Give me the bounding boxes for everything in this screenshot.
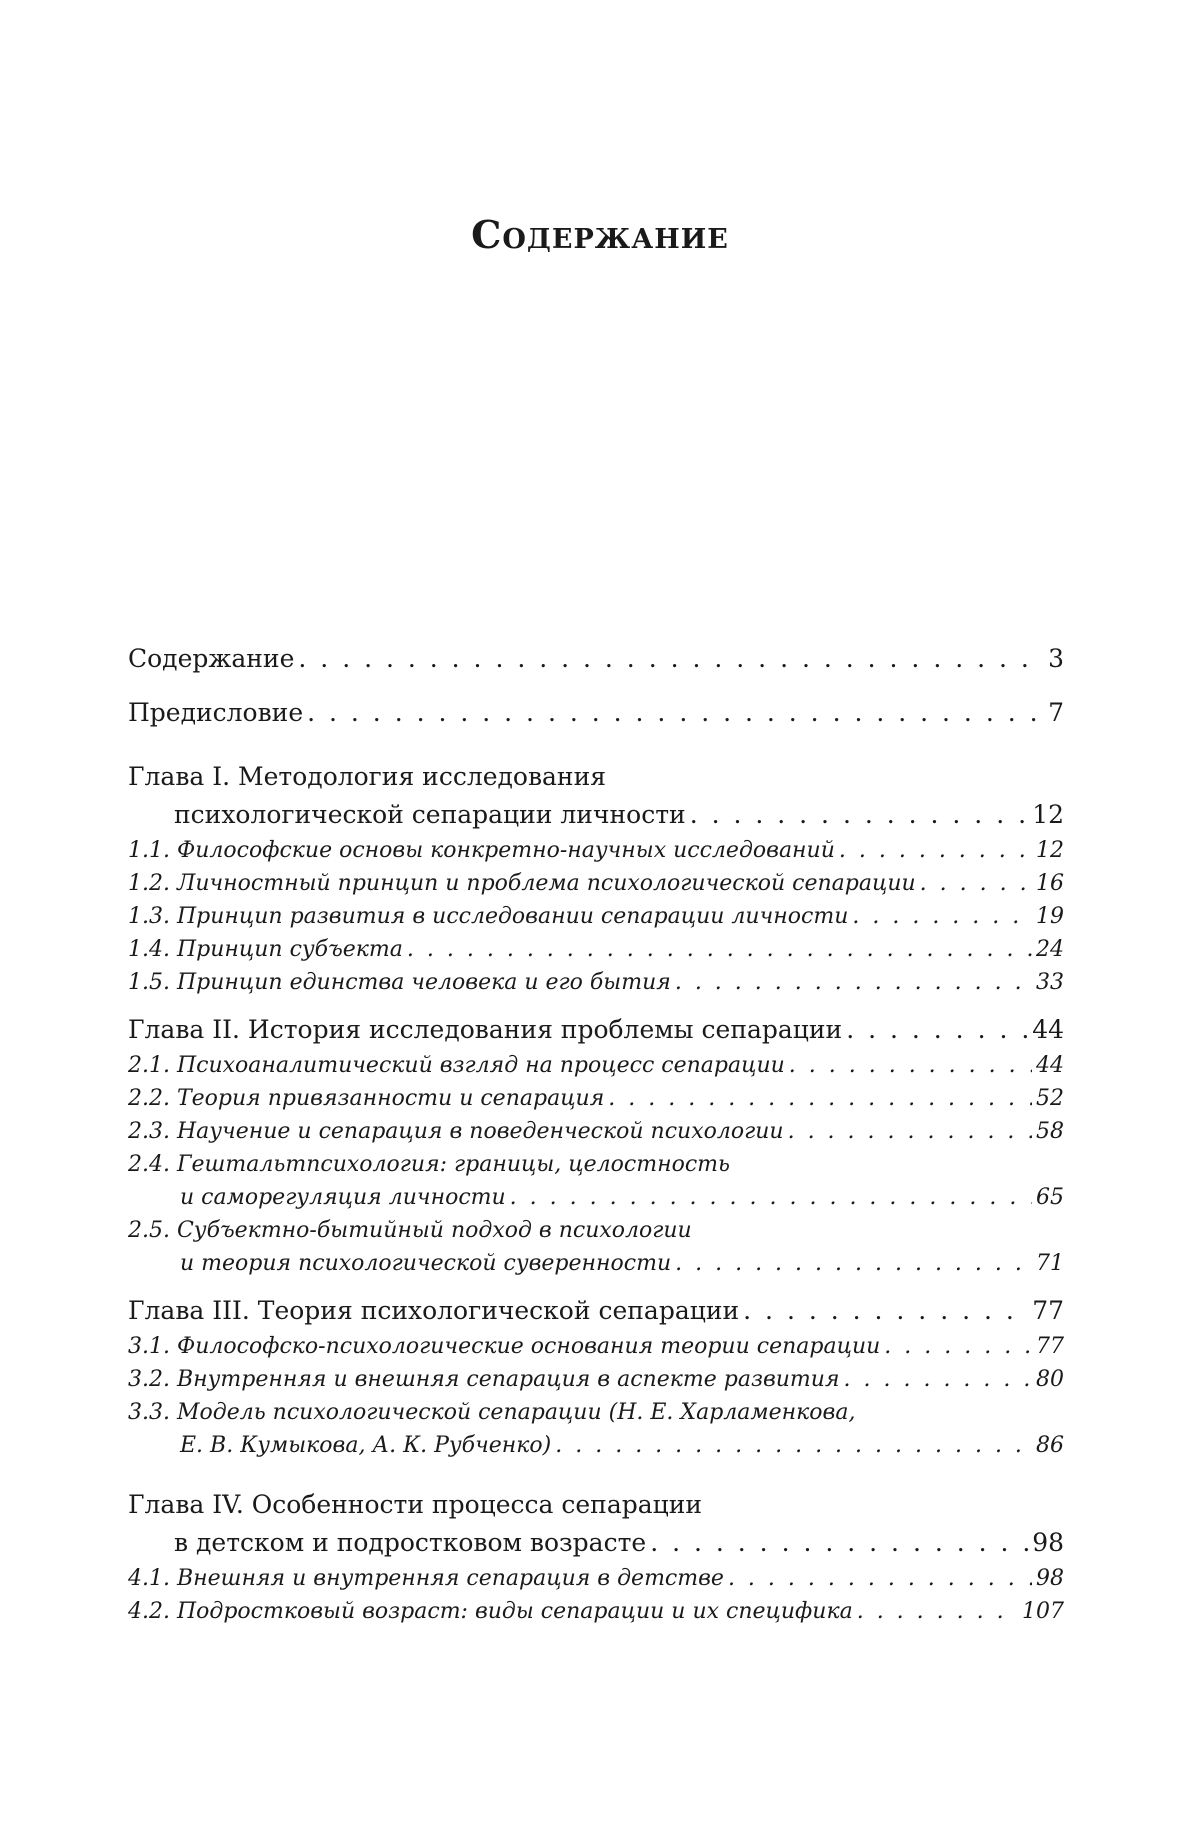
section-title: 3.1. Философско-психологические основания теории сепарации (128, 1334, 881, 1359)
chapter-page: 12 (1032, 800, 1064, 829)
page-title: Содержание (471, 212, 729, 257)
section-page: 12 (1036, 838, 1064, 863)
section-entry[interactable] (128, 834, 1064, 867)
section-title: 1.3. Принцип развития в исследовании сепарации личности (128, 904, 849, 929)
section-title: 2.4. Гештальтпсихология: границы, целостность (128, 1152, 730, 1177)
section-page: 33 (1036, 970, 1064, 995)
dot-leader (839, 834, 1032, 867)
section-entry[interactable] (128, 900, 1064, 933)
section-entry[interactable] (128, 1363, 1064, 1396)
section-title: 4.1. Внешняя и внутренняя сепарация в детстве (128, 1566, 724, 1591)
section-page: 58 (1036, 1119, 1064, 1144)
chapter-entry[interactable] (128, 758, 1064, 834)
chapter-page: 98 (1032, 1528, 1064, 1557)
section-entry[interactable] (128, 1115, 1064, 1148)
section-page: 86 (1036, 1433, 1064, 1458)
dot-leader (852, 900, 1032, 933)
section-page: 98 (1036, 1566, 1064, 1591)
section-page: 71 (1036, 1251, 1064, 1276)
section-page: 65 (1036, 1185, 1064, 1210)
section-title: 3.3. Модель психологической сепарации (Н. Е. Харламенкова, (128, 1400, 856, 1425)
section-page: 24 (1036, 937, 1064, 962)
chapter-title: Глава IV. Особенности процесса сепарации (128, 1490, 703, 1519)
dot-leader (920, 867, 1032, 900)
section-entry[interactable] (128, 867, 1064, 900)
dot-leader (307, 694, 1044, 732)
chapter-entry[interactable] (128, 1292, 1064, 1330)
chapter-title: Глава I. Методология исследования (128, 762, 607, 791)
toc-entry[interactable] (128, 694, 1064, 732)
chapter-title: Глава II. История исследования проблемы сепарации (128, 1015, 843, 1044)
dot-leader (728, 1562, 1032, 1595)
chapter-page: 44 (1032, 1015, 1064, 1044)
section-entry[interactable] (128, 1214, 1064, 1280)
section-entry[interactable] (128, 1082, 1064, 1115)
dot-leader (675, 966, 1032, 999)
chapter-entry[interactable] (128, 1486, 1064, 1562)
section-entry[interactable] (128, 1595, 1064, 1628)
section-title-cont: и саморегуляция личности (180, 1185, 506, 1210)
dot-leader (690, 796, 1029, 834)
section-page: 16 (1036, 871, 1064, 896)
section-entry[interactable] (128, 1562, 1064, 1595)
section-title: 4.2. Подростковый возраст: виды сепарации и их специфика (128, 1599, 853, 1624)
dot-leader (407, 933, 1032, 966)
dot-leader (675, 1247, 1032, 1280)
chapter-group (128, 1292, 1064, 1462)
dot-leader (844, 1363, 1032, 1396)
section-title-cont: Е. В. Кумыкова, А. К. Рубченко) (180, 1433, 552, 1458)
section-page: 52 (1036, 1086, 1064, 1111)
section-entry[interactable] (128, 966, 1064, 999)
section-page: 44 (1036, 1053, 1064, 1078)
toc-entry-page: 7 (1048, 698, 1064, 727)
section-title: 2.2. Теория привязанности и сепарация (128, 1086, 605, 1111)
dot-leader (298, 640, 1044, 678)
section-entry[interactable] (128, 1148, 1064, 1214)
toc-entry-title: Содержание (128, 644, 295, 673)
section-title: 2.3. Научение и сепарация в поведенческой психологии (128, 1119, 784, 1144)
dot-leader (510, 1181, 1032, 1214)
chapter-group (128, 1486, 1064, 1628)
table-of-contents (128, 640, 1064, 1638)
section-entry[interactable] (128, 933, 1064, 966)
section-page: 107 (1022, 1599, 1064, 1624)
section-title: 2.5. Субъектно-бытийный подход в психологии (128, 1218, 692, 1243)
dot-leader (608, 1082, 1032, 1115)
section-title: 3.2. Внутренняя и внешняя сепарация в аспекте развития (128, 1367, 840, 1392)
dot-leader (884, 1330, 1032, 1363)
section-entry[interactable] (128, 1396, 1064, 1462)
dot-leader (846, 1011, 1028, 1049)
chapter-title: Глава III. Теория психологической сепарации (128, 1296, 740, 1325)
chapter-title-cont: в детском и подростковом возрасте (174, 1528, 647, 1557)
section-entry[interactable] (128, 1049, 1064, 1082)
section-page: 77 (1036, 1334, 1064, 1359)
toc-entry[interactable] (128, 640, 1064, 678)
section-title: 1.5. Принцип единства человека и его бытия (128, 970, 671, 995)
section-page: 80 (1036, 1367, 1064, 1392)
dot-leader (555, 1429, 1032, 1462)
toc-entry-title: Предисловие (128, 698, 304, 727)
section-title: 1.4. Принцип субъекта (128, 937, 403, 962)
chapter-entry[interactable] (128, 1011, 1064, 1049)
chapter-title-cont: психологической сепарации личности (174, 800, 686, 829)
dot-leader (789, 1049, 1032, 1082)
chapter-page: 77 (1032, 1296, 1064, 1325)
section-title: 1.2. Личностный принцип и проблема психологической сепарации (128, 871, 916, 896)
section-title: 1.1. Философские основы конкретно-научных исследований (128, 838, 835, 863)
dot-leader (650, 1524, 1028, 1562)
chapter-group (128, 758, 1064, 999)
toc-entry-page: 3 (1048, 644, 1064, 673)
section-entry[interactable] (128, 1330, 1064, 1363)
section-page: 19 (1036, 904, 1064, 929)
dot-leader (857, 1595, 1018, 1628)
dot-leader (743, 1292, 1028, 1330)
dot-leader (788, 1115, 1032, 1148)
section-title-cont: и теория психологической суверенности (180, 1251, 672, 1276)
section-title: 2.1. Психоаналитический взгляд на процесс сепарации (128, 1053, 785, 1078)
chapter-group (128, 1011, 1064, 1280)
